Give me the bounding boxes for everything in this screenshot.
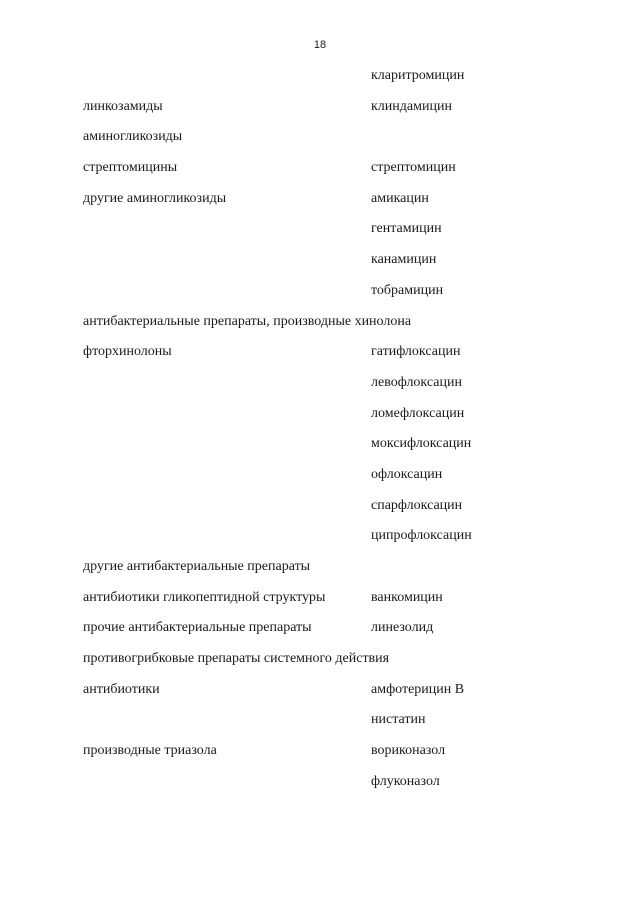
group-name: производные триазола (83, 743, 217, 759)
drug-name: тобрамицин (371, 282, 444, 298)
drug-name: амфотерицин В (371, 681, 465, 697)
list-row (83, 219, 563, 250)
drug-name: флуконазол (371, 773, 440, 789)
page-number: 18 (313, 39, 327, 51)
list-row (83, 342, 563, 373)
drug-name: вориконазол (371, 743, 446, 759)
list-row (83, 465, 563, 496)
section-heading: антибактериальные препараты, производные хинолона (83, 313, 412, 329)
list-row (83, 710, 563, 741)
group-name: аминогликозиды (83, 129, 183, 145)
group-name: стрептомицины (83, 160, 178, 176)
list-row (83, 250, 563, 281)
drug-name: линезолид (371, 620, 434, 636)
group-name: другие аминогликозиды (83, 190, 227, 206)
section-heading-row (83, 649, 563, 680)
drug-name: стрептомицин (371, 160, 456, 176)
group-name: антибиотики гликопептидной структуры (83, 589, 326, 605)
list-row (83, 741, 563, 772)
drug-name: кларитромицин (371, 68, 465, 83)
drug-name: ципрофлоксацин (371, 528, 472, 544)
drug-name: моксифлоксацин (371, 436, 472, 452)
drug-name: спарфлоксацин (371, 497, 463, 513)
list-row (83, 97, 563, 128)
drug-name: гатифлоксацин (371, 344, 461, 360)
drug-name: канамицин (371, 252, 437, 268)
list-row (83, 127, 563, 158)
list-row (83, 404, 563, 435)
list-row (83, 526, 563, 557)
drug-name: офлоксацин (371, 466, 443, 482)
list-row (83, 158, 563, 189)
drug-name: гентамицин (371, 221, 442, 237)
list-row (83, 772, 563, 803)
drug-name: нистатин (371, 712, 426, 728)
list-row (83, 680, 563, 711)
drug-name: амикацин (371, 190, 429, 206)
drug-name: ломефлоксацин (371, 405, 465, 421)
list-row (83, 189, 563, 220)
drug-classification-list (83, 66, 563, 803)
group-name: линкозамиды (83, 98, 163, 114)
list-row (83, 434, 563, 465)
group-name: другие антибактериальные препараты (83, 559, 311, 574)
list-row (83, 66, 563, 97)
drug-name: клиндамицин (371, 98, 452, 114)
list-row (83, 557, 563, 588)
drug-name: ванкомицин (371, 589, 443, 605)
section-heading-row (83, 312, 563, 343)
group-name: фторхинолоны (83, 344, 172, 360)
list-row (83, 588, 563, 619)
list-row (83, 281, 563, 312)
list-row (83, 496, 563, 527)
list-row (83, 618, 563, 649)
group-name: прочие антибактериальные препараты (83, 620, 312, 636)
drug-name: левофлоксацин (371, 374, 462, 390)
list-row (83, 373, 563, 404)
section-heading: противогрибковые препараты системного действия (83, 651, 390, 667)
group-name: антибиотики (83, 681, 160, 697)
